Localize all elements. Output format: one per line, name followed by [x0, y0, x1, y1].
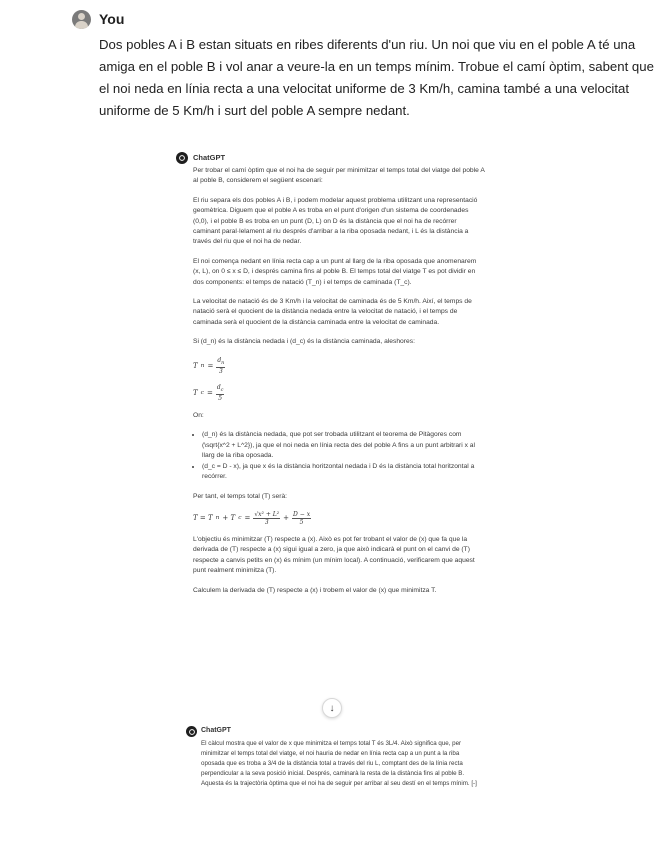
user-avatar [72, 10, 91, 29]
paragraph: Per trobar el camí òptim que el noi ha de seguir per minimitzar el temps total del viatge del poble A al poble B, considerem el següent escenari: [193, 167, 485, 185]
chatgpt-logo-icon [186, 726, 197, 737]
paragraph: Si (d_n) és la distància nedada i (d_c) és la distància caminada, aleshores: [193, 338, 415, 346]
formula-part: + [283, 514, 290, 523]
assistant-name: ChatGPT [201, 727, 231, 734]
list-item: • (d_n) és la distància nedada, que pot ser trobada utilitzant el teorema de Pitàgores com (\sqrt{x^2 + L^2}), ja que el noi neda en línia recta des del poble A fins a un punt arbitrari x al llarg de la riba oposada. [202, 430, 485, 461]
formula-part: T = T [193, 514, 213, 523]
chatgpt-logo-icon [176, 152, 188, 164]
formula-total-time [193, 511, 485, 526]
formula-symbol: T [193, 388, 198, 397]
formula-subscript: n [215, 515, 220, 522]
formula-fraction [216, 384, 225, 402]
formula-subscript: n [221, 359, 225, 366]
paragraph: El riu separa els dos pobles A i B, i podem modelar aquest problema utilitzant una representació geomètrica. Diguem que el poble A es troba en el punt d'origen d'un sistema de coordenades (0,0), i el poble B es troba en un punt (D, L) on D és la distància que el noi ha de recórrer caminant paral·lelament al riu després d'arribar a la riba oposada nedant, i L és la distància a través del riu que el noi ha de nedar. [193, 196, 478, 246]
paragraph: L'objectiu és minimitzar (T) respecte a (x). Això es pot fer trobant el valor de (x) que fa que la derivada de (T) respecte a (x) sigui igual a zero, ja que això indicarà el punt on el canvi de (T) respecte a canvis petits en (x) és mínim (un mínim local). A continuació, verificarem que aquest punt realment minimitza (T). [193, 535, 475, 575]
formula-fraction [292, 511, 311, 526]
formula-fraction [253, 511, 280, 526]
arrow-down-icon: ↓ [329, 702, 335, 714]
paragraph: La velocitat de natació és de 3 Km/h i la velocitat de caminada és de 5 Km/h. Així, el temps de natació serà el quocient de la distància nedada entre la velocitat de natació, i el temps de caminada serà el quocient de la distància caminada entre la velocitat de caminada. [193, 298, 472, 326]
formula-subscript: c [200, 389, 204, 396]
bullet-list [193, 430, 485, 482]
formula-fraction [216, 357, 225, 375]
user-message-text: Dos pobles A i B estan situats en ribes diferents d'un riu. Un noi que viu en el poble A té una amiga en el poble B i vol anar a veure-la en un temps mínim. Trobue el camí òptim, sabent que el noi neda en línia recta a una velocitat uniforme de 3 Km/h, camina també a una velocitat uniforme de 5 Km/h i surt del poble A sempre nedant. [99, 37, 654, 118]
formula-subscript: c [220, 387, 224, 394]
formula-numerator: D − x [293, 510, 311, 518]
assistant-message-text: El càlcul mostra que el valor de x que minimitza el temps total T és 3L/4. Això significa que, per minimitzar el temps total del viatge, el noi hauria de nedar en línia recta cap a un punt a la riba oposada que es troba a 3/4 de la distància total a través del riu L, comptant des de la línia recta perpendicular a la seva posició inicial. Després, caminarà la resta de la distància fins al poble B. Aquesta és la trajectòria òptima que el noi ha de seguir per arribar al seu destí en el temps mínim. [-] [201, 740, 477, 787]
formula-subscript: c [238, 515, 242, 522]
list-item: • (d_c = D - x), ja que x és la distància horitzontal nedada i D és la distància total horitzontal a recórrer. [202, 462, 485, 483]
formula-symbol: T [193, 361, 198, 370]
formula-numerator: √x² + L² [254, 510, 280, 518]
formula-walk-time: T c = $\frac{d_c}{5}$ [193, 383, 224, 403]
formula-numerator: d [217, 356, 222, 364]
formula-denominator: 3 [218, 367, 223, 375]
formula-numerator: d [216, 383, 221, 391]
assistant-name: ChatGPT [193, 153, 226, 162]
paragraph: Calculem la derivada de (T) respecte a (x) i trobem el valor de (x) que minimitza T. [193, 586, 437, 594]
user-name: You [99, 11, 125, 27]
formula-denominator: 5 [218, 395, 223, 403]
paragraph: Per tant, el temps total (T) serà: [193, 492, 288, 500]
paragraph: On: [193, 412, 204, 420]
formula-denominator: 3 [264, 518, 269, 526]
formula-part: = [244, 514, 251, 523]
paragraph: El noi comença nedant en línia recta cap a un punt al llarg de la riba oposada que anomenarem (x, L), on 0 ≤ x ≤ D, i després camina fins al poble B. El temps total del viatge T es pot dividir en dos components: el temps de natació (T_n) i el temps de caminada (T_c). [193, 257, 477, 286]
scroll-to-bottom-button[interactable] [322, 698, 342, 718]
formula-swim-time: T n = $\frac{d_n}{3}$ [193, 356, 225, 375]
formula-subscript: n [200, 362, 205, 369]
formula-part: + T [222, 514, 236, 523]
assistant-message-text [193, 166, 485, 605]
formula-denominator: 5 [299, 518, 304, 526]
